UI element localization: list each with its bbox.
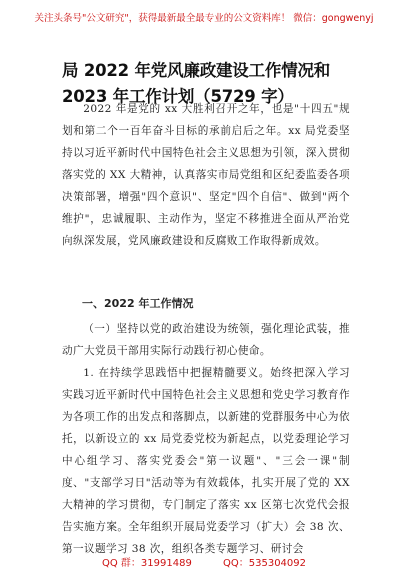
header-banner: 关注头条号"公文研究"，获得最新最全最专业的公文资料库！ 微信：gongwenyj bbox=[34, 13, 374, 24]
footer-qq-group: QQ 群：31991489 bbox=[101, 558, 192, 569]
section-heading: 一、2022 年工作情况 bbox=[82, 297, 194, 310]
footer-qq: QQ：535304092 bbox=[223, 558, 307, 569]
footer-contact bbox=[0, 552, 408, 576]
intro-paragraph: 2022 年是党的 xx 大胜利召开之年，也是"十四五"规划和第二个一百年奋斗目标的承前启后之年。xx 局党委坚持以习近平新时代中国特色社会主义思想为引领，深入贯彻落实党的 XX 大精神，认真落实市局党组和区纪委监委各项决策部署，增强"四个意识"、坚定"四个自信"、做到"两个维护"，忠诚履职、主动作为，坚定不移推进全面从严治党向纵深发展，党风廉政建设和反腐败工作取得新成效。 bbox=[62, 103, 350, 247]
subsection-heading: （一）坚持以党的政治建设为统领，强化理论武装，推动广大党员干部用实际行动践行初心使命。 bbox=[62, 323, 350, 357]
body-paragraph: 1. 在持续学思践悟中把握精髓要义。始终把深入学习实践习近平新时代中国特色社会主义思想和党史学习教育作为各项工作的出发点和落脚点，以新建的党群服务中心为依托，以新设立的 xx 局党委党校为新起点，以党委理论学习中心组学习、落实党委会"第一议题"、"三会一课"制度、"支部学习日"活动等为有效载体，扎实开展了党的 XX 大精神的学习贯彻，专门制定了落实 xx 区第七次党代会报告实施方案。全年组织开展局党委学习（扩大）会 38 次、第一议题学习 38 次，组织各类专题学习、研讨会 bbox=[62, 367, 350, 555]
document-title: 局 2022 年党风廉政建设工作情况和 2023 年工作计划（5729 字） bbox=[62, 61, 331, 106]
